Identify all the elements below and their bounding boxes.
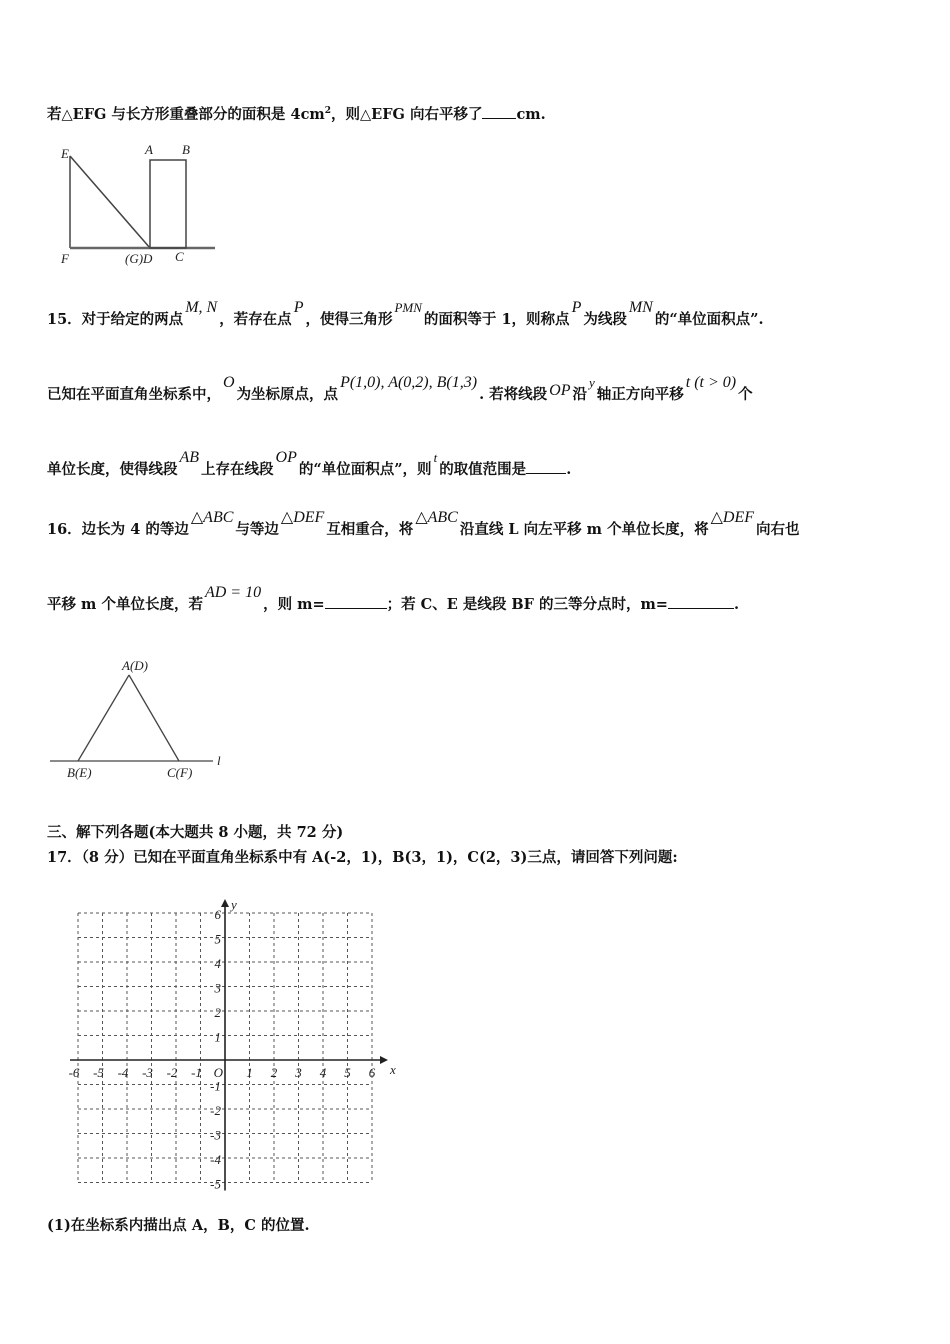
q16-answer-blank-2[interactable] — [668, 596, 734, 609]
math-points: P(1,0), A(0,2), B(1,3) — [340, 374, 478, 391]
q15-text: 的“单位面积点”，则 — [298, 461, 432, 478]
fig14-label-gd: (G)D — [125, 251, 153, 266]
q16-text: 互相重合，将 — [326, 521, 414, 538]
q15-answer-blank[interactable] — [526, 461, 566, 474]
q15-line-2 — [47, 374, 753, 404]
q16-text: ，则 m= — [263, 596, 325, 613]
q15-text: 的面积等于 1，则称点 — [423, 311, 570, 328]
q16-text: 向右也 — [755, 521, 800, 538]
x-tick-label: 6 — [368, 1065, 376, 1080]
y-tick-label: 5 — [214, 931, 221, 947]
q16-line-1 — [47, 509, 800, 539]
x-axis-arrow — [380, 1056, 388, 1064]
q14-answer-blank[interactable] — [482, 106, 516, 119]
math-def: △DEF — [710, 509, 754, 526]
y-axis-arrow — [221, 899, 229, 907]
fig16-label-cf: C(F) — [167, 765, 193, 780]
y-axis-label: y — [231, 897, 237, 912]
y-tick-label: -4 — [210, 1152, 221, 1167]
math-def: △DEF — [280, 509, 325, 526]
x-tick-label: 5 — [344, 1065, 351, 1080]
q15-line-3 — [47, 449, 572, 479]
fig16-diagram — [45, 655, 235, 785]
x-axis-label: x — [390, 1062, 396, 1077]
q14-tail-line — [47, 103, 546, 124]
x-tick-label: 3 — [295, 1065, 302, 1080]
math-abc: △ABC — [190, 509, 234, 526]
q16-text: 与等边 — [235, 521, 279, 538]
q16-text: . — [733, 596, 740, 613]
y-tick-label: -5 — [210, 1176, 221, 1192]
q14-sup: 2 — [324, 106, 332, 117]
origin-label: O — [213, 1065, 223, 1080]
q16-line-2 — [47, 584, 740, 614]
x-tick-label: -5 — [93, 1065, 104, 1080]
math-y: y — [589, 375, 595, 390]
grid-axes — [70, 899, 388, 1191]
y-tick-label: -2 — [210, 1103, 221, 1118]
x-tick-label: 2 — [270, 1065, 278, 1080]
math-abc: △ABC — [415, 509, 458, 526]
math-ad: AD = 10 — [204, 584, 262, 601]
x-tick-label: -2 — [166, 1065, 178, 1080]
q16-text: 平移 m 个单位长度，若 — [47, 596, 203, 613]
x-tick-label: 1 — [246, 1065, 253, 1080]
q15-text: 个 — [738, 386, 753, 403]
q14-unit: cm. — [516, 106, 546, 123]
q17-stem: 17．（8 分）已知在平面直角坐标系中有 A(-2，1)，B(3，1)，C(2，3)三点，请回答下列问题: — [47, 849, 678, 866]
coordinate-grid[interactable] — [65, 890, 395, 1195]
x-tick-label: -6 — [68, 1065, 80, 1080]
fig14-label-a: A — [145, 142, 153, 157]
fig14-label-e: E — [61, 146, 69, 161]
q15-text: 单位长度，使得线段 — [47, 461, 178, 478]
fig14-diagram — [55, 140, 225, 270]
y-tick-label: 4 — [214, 956, 221, 971]
y-tick-label: 1 — [214, 1029, 221, 1045]
fig16-label-l: l — [217, 753, 221, 768]
x-tick-label: -1 — [191, 1065, 202, 1080]
math-o: O — [223, 374, 235, 391]
fig14-label-c: C — [175, 249, 184, 264]
fig14-label-b: B — [182, 142, 190, 157]
x-tick-label: 4 — [319, 1065, 327, 1080]
q15-text: . — [566, 461, 572, 478]
q15-text: 轴正方向平移 — [596, 386, 684, 403]
math-t: t — [433, 450, 438, 465]
math-ab: AB — [179, 449, 200, 466]
q15-text: . 若将线段 — [479, 386, 548, 403]
math-t: t (t > 0) — [685, 374, 737, 391]
math-mn: MN — [628, 299, 653, 316]
x-tick-label: -4 — [117, 1065, 129, 1080]
q15-text: 15．对于给定的两点 — [47, 311, 184, 328]
q15-text: 已知在平面直角坐标系中， — [47, 386, 221, 403]
fig16-label-be: B(E) — [67, 765, 92, 780]
y-tick-label: 3 — [214, 980, 221, 996]
fig14-label-f: F — [61, 251, 69, 266]
math-p: P — [293, 299, 304, 316]
math-op: OP — [549, 382, 571, 399]
grid-labels — [69, 897, 396, 1192]
x-tick-label: -3 — [142, 1065, 153, 1080]
section3-heading: 三、解下列各题(本大题共 8 小题，共 72 分) — [47, 824, 344, 841]
y-tick-label: 6 — [214, 907, 221, 922]
math-pmn: PMN — [394, 300, 422, 315]
q15-text: 为线段 — [583, 311, 627, 328]
q15-text: 沿 — [572, 386, 587, 403]
fig16-side-ac — [129, 675, 179, 761]
q14-text-b: ，则△EFG 向右平移了 — [331, 106, 483, 123]
q15-text: 的取值范围是 — [439, 461, 527, 478]
fig14-rectangle — [150, 160, 186, 248]
q15-text: ，使得三角形 — [305, 311, 393, 328]
q15-text: 为坐标原点，点 — [236, 386, 339, 403]
q15-text: 上存在线段 — [201, 461, 274, 478]
q14-text-a: 若△EFG 与长方形重叠部分的面积是 4cm — [47, 106, 325, 123]
math-op: OP — [275, 449, 297, 466]
q15-text: 的“单位面积点”. — [654, 311, 764, 328]
fig16-label-ad: A(D) — [122, 658, 148, 673]
q15-text: ，若存在点 — [219, 311, 292, 328]
q17-part-1: (1)在坐标系内描出点 A，B，C 的位置. — [47, 1217, 310, 1234]
math-mn: M, N — [185, 299, 218, 316]
y-tick-label: 2 — [214, 1005, 221, 1020]
q16-text: 沿直线 L 向左平移 m 个单位长度，将 — [459, 521, 709, 538]
fig16-side-ab — [78, 675, 129, 761]
q16-text: 16．边长为 4 的等边 — [47, 521, 189, 538]
q15-line-1 — [47, 299, 764, 329]
q16-text: ；若 C、E 是线段 BF 的三等分点时，m= — [386, 596, 668, 613]
y-tick-label: -3 — [210, 1127, 221, 1143]
y-tick-label: -1 — [210, 1078, 221, 1094]
math-p: P — [571, 299, 582, 316]
q16-answer-blank-1[interactable] — [325, 596, 387, 609]
fig14-side-eg — [70, 156, 150, 248]
